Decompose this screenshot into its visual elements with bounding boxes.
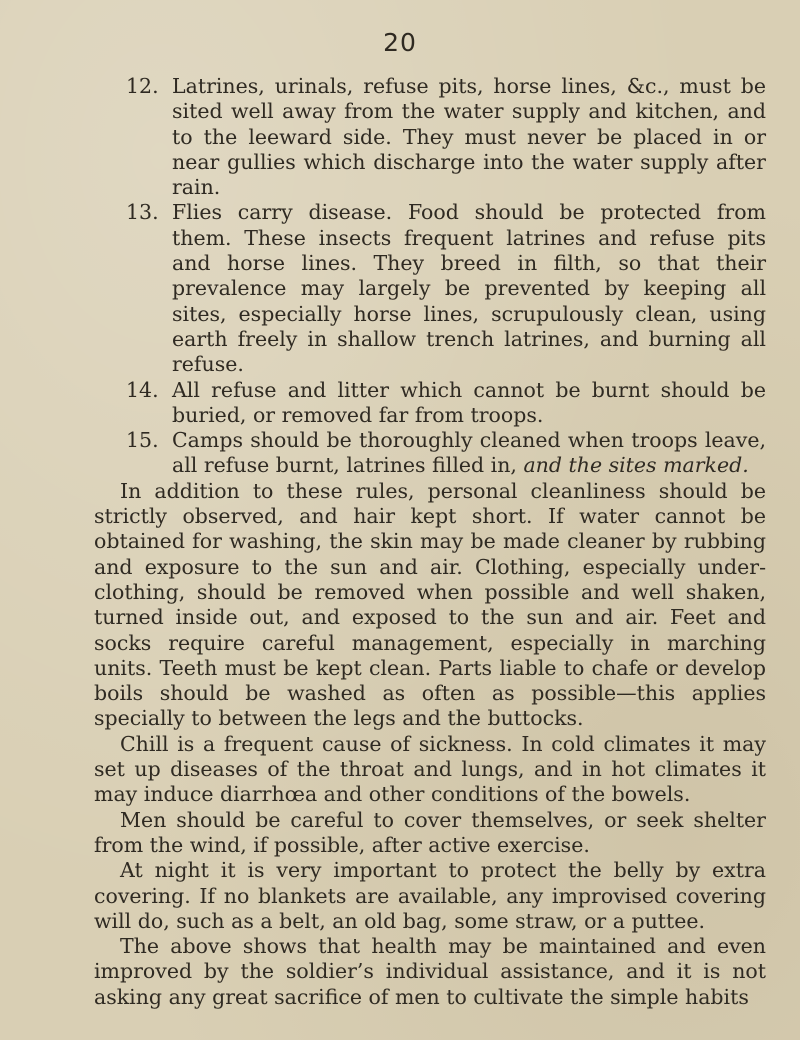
item-number: 13. bbox=[126, 200, 159, 225]
numbered-item-14 bbox=[94, 378, 766, 429]
item-number: 14. bbox=[126, 377, 159, 402]
item-number: 12. bbox=[126, 74, 159, 98]
paragraph-personal-cleanliness: In addition to these rules, personal cleanliness should be strictly observed, and hair kept short. If water cannot be obtained for washing, the skin may be made cleaner by rubbing and exposure to the sun and air. Clothing, especially under-clothing, should be removed when possible and well shaken, turned inside out, and exposed to the sun and air. Feet and socks require careful management, especially in marching units. Teeth must be kept clean. Parts liable to chafe or develop boils should be washed as often as possible—this applies specially to between the legs and the buttocks. bbox=[94, 478, 766, 731]
paragraph-chill: Chill is a frequent cause of sickness. In cold climates it may set up diseases of the throat and lungs, and in hot climates it may induce diarrhœa and other conditions of the bowels. bbox=[94, 731, 766, 807]
page-number: 20 bbox=[383, 28, 417, 57]
page-body bbox=[94, 74, 766, 1010]
numbered-item-13 bbox=[94, 200, 766, 377]
item-text bbox=[172, 428, 766, 479]
item-text-italic: and the sites marked. bbox=[516, 453, 749, 478]
item-text: Flies carry disease. Food should be protected from them. These insects frequent latrines and refuse pits and horse lines. They breed in filth, so that their prevalence may largely be prevented by keeping all sites, especially horse lines, scrupulously clean, using earth freely in shallow trench latrines, and burning all refuse. bbox=[172, 200, 766, 377]
paragraph-shelter: Men should be careful to cover themselves, or seek shelter from the wind, if possible, after active exercise. bbox=[94, 807, 766, 857]
paragraph-summary: The above shows that health may be maintained and even improved by the soldier’s individual assistance, and it is not asking any great sacrifice of men to cultivate the simple habits bbox=[94, 934, 766, 1009]
numbered-item-15 bbox=[94, 428, 766, 479]
numbered-item-12 bbox=[94, 74, 766, 200]
item-text: Latrines, urinals, refuse pits, horse lines, &c., must be sited well away from the water supply and kitchen, and to the leeward side. They must never be placed in or near gullies which discharge into the water supply after rain. bbox=[172, 74, 766, 200]
item-text: All refuse and litter which cannot be burnt should be buried, or removed far from troops. bbox=[172, 377, 766, 427]
item-number: 15. bbox=[126, 428, 159, 453]
paragraph-night-covering: At night it is very important to protect the belly by extra covering. If no blankets are available, any improvised covering will do, such as a belt, an old bag, some straw, or a puttee. bbox=[94, 858, 766, 933]
item-text-roman: Camps should be thoroughly cleaned when troops leave, all refuse burnt, latrines filled in, bbox=[172, 428, 766, 478]
